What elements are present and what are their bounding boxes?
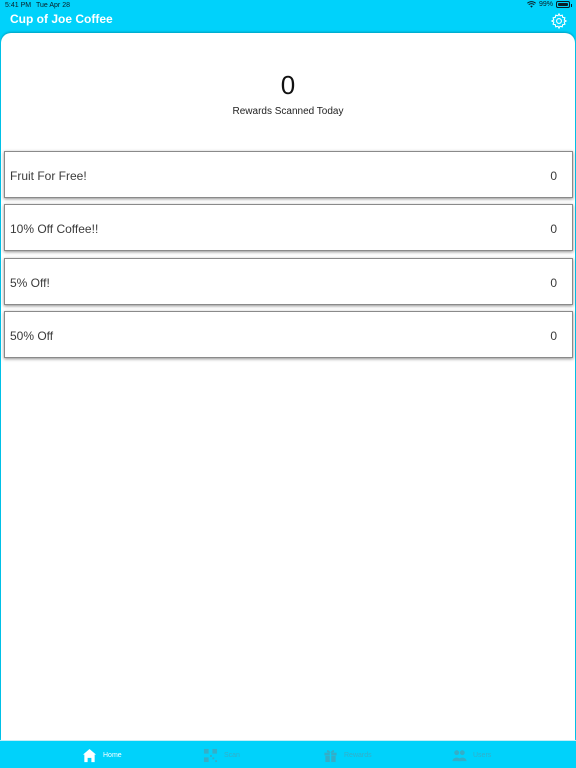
tab-label: Home bbox=[103, 751, 122, 759]
tab-label: Users bbox=[473, 751, 492, 759]
app-title: Cup of Joe Coffee bbox=[10, 12, 113, 26]
rewards-scanned-count: 0 bbox=[280, 70, 296, 100]
reward-row-50-off[interactable] bbox=[4, 311, 573, 358]
home-icon bbox=[82, 748, 97, 763]
status-bar bbox=[0, 0, 576, 11]
gift-icon bbox=[323, 748, 338, 763]
tab-users[interactable] bbox=[452, 747, 491, 763]
users-icon bbox=[452, 748, 467, 763]
reward-name: 10% Off Coffee!! bbox=[10, 222, 99, 236]
content-card bbox=[1, 33, 575, 740]
reward-row-fruit-for-free[interactable] bbox=[4, 151, 573, 198]
reward-row-5-off[interactable] bbox=[4, 258, 573, 305]
tab-home[interactable] bbox=[82, 747, 122, 763]
reward-count: 0 bbox=[550, 276, 557, 290]
reward-count: 0 bbox=[550, 222, 557, 236]
tab-bar bbox=[0, 740, 576, 768]
qr-scan-icon bbox=[203, 748, 218, 763]
status-date: Tue Apr 28 bbox=[36, 2, 70, 9]
battery-icon bbox=[556, 1, 570, 8]
status-time: 5:41 PM bbox=[5, 2, 32, 9]
battery-percent: 99% bbox=[538, 1, 553, 8]
status-indicators bbox=[527, 1, 570, 8]
reward-count: 0 bbox=[550, 329, 557, 343]
reward-name: 50% Off bbox=[10, 329, 54, 343]
reward-row-10-off-coffee[interactable] bbox=[4, 204, 573, 251]
tab-label: Rewards bbox=[344, 751, 372, 759]
reward-count: 0 bbox=[550, 169, 557, 183]
tab-label: Scan bbox=[224, 751, 240, 759]
tab-rewards[interactable] bbox=[323, 747, 372, 763]
tab-scan[interactable] bbox=[203, 747, 240, 763]
gear-icon[interactable] bbox=[550, 12, 568, 30]
wifi-icon bbox=[527, 1, 536, 8]
reward-name: 5% Off! bbox=[10, 276, 50, 290]
rewards-scanned-label: Rewards Scanned Today bbox=[232, 106, 344, 117]
reward-name: Fruit For Free! bbox=[10, 169, 87, 183]
